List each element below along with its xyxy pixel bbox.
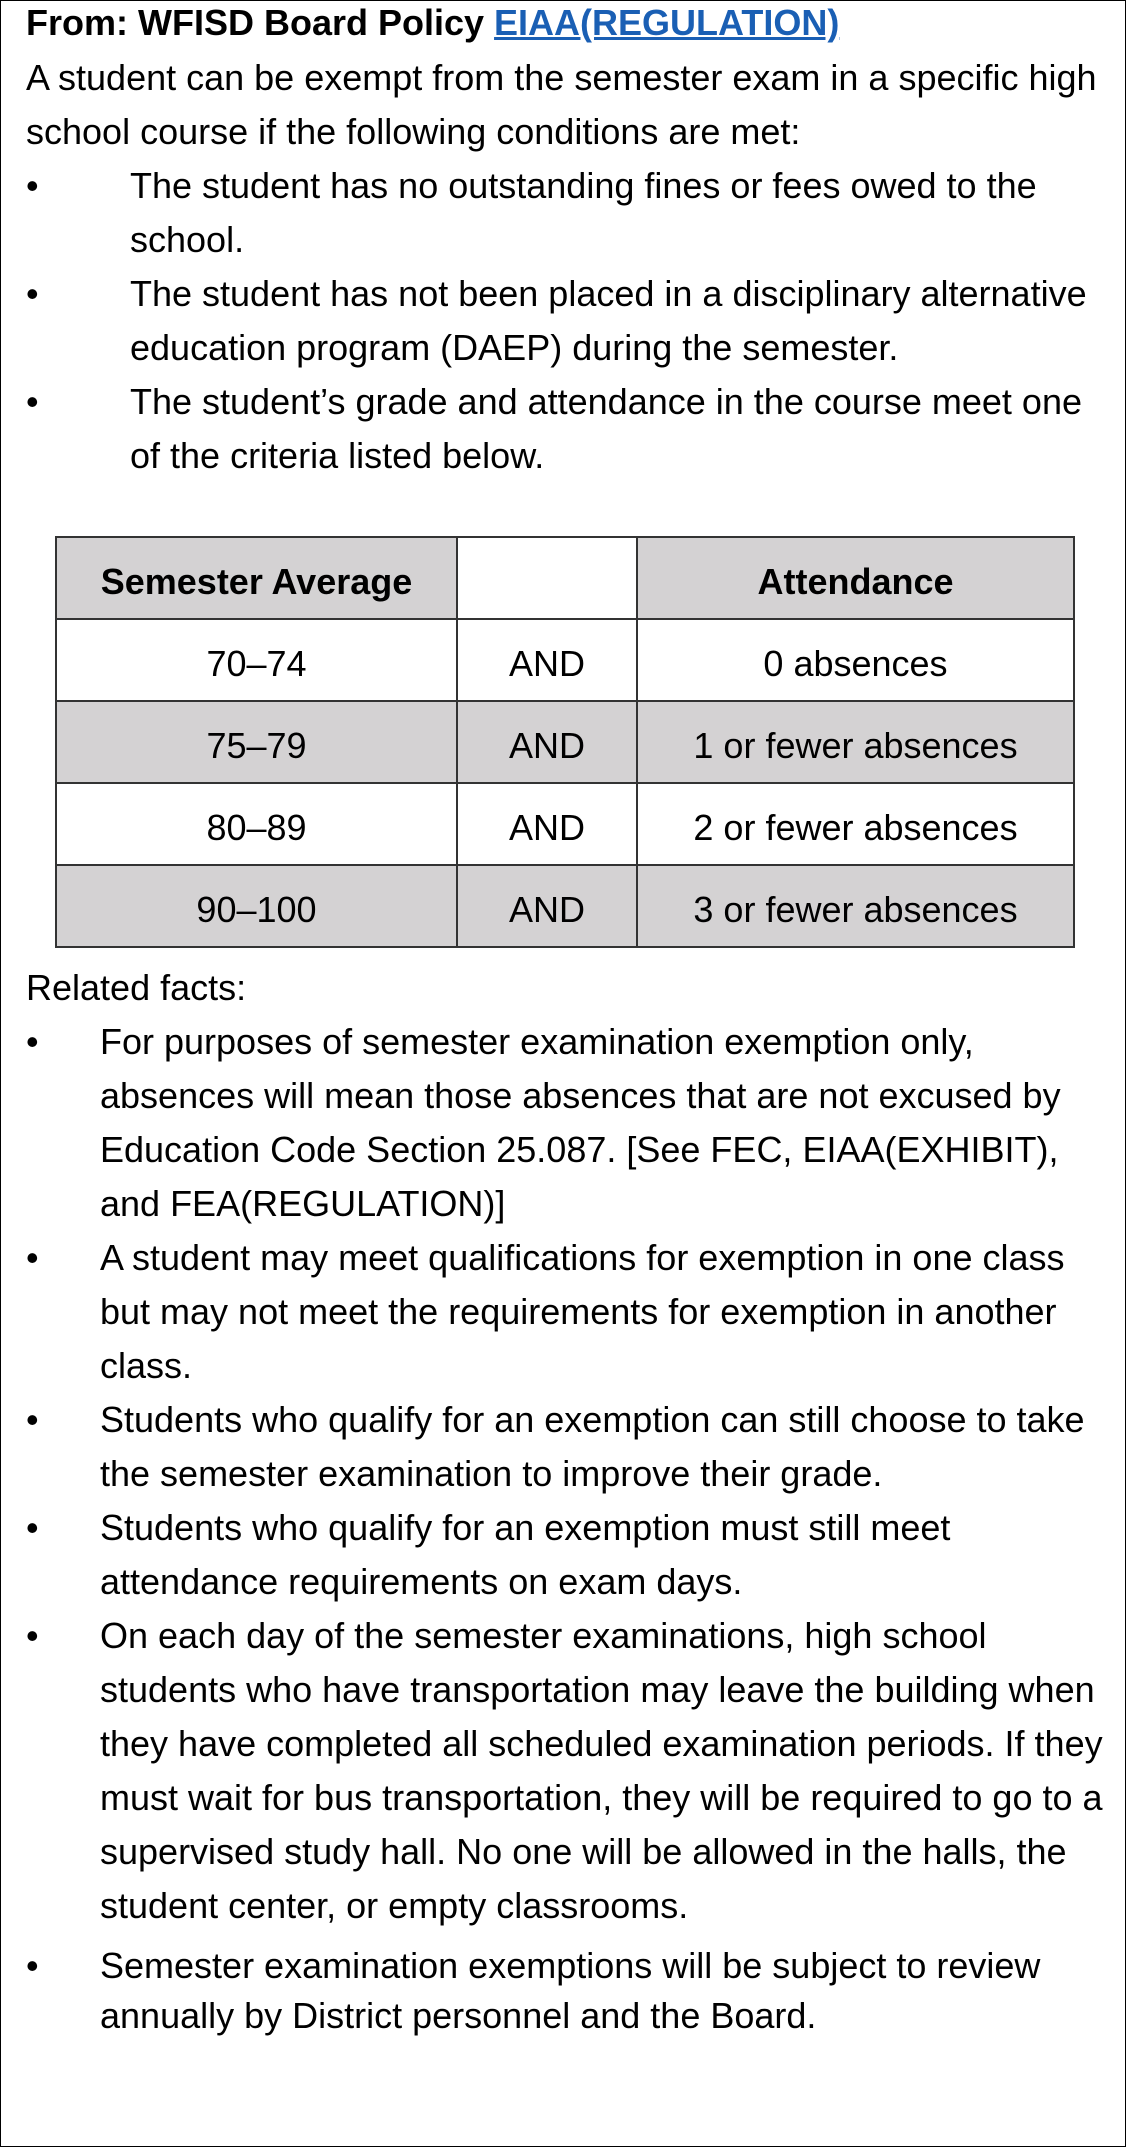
list-item: [26, 375, 1106, 483]
fact-text: Semester examination exemptions will be subject to review annually by District personnel and the Board.: [100, 1945, 1041, 2036]
list-item: [26, 1393, 1116, 1501]
list-item: [26, 159, 1106, 267]
joiner-cell: AND: [457, 783, 637, 865]
related-facts-heading: Related facts:: [26, 967, 247, 1008]
table-row: [56, 701, 1074, 783]
table-row: [56, 783, 1074, 865]
bullet-icon: •: [26, 1615, 39, 1656]
fact-text: For purposes of semester examination exemption only, absences will mean those absences that are not excused by Education Code Section 25.087. [See FEC, EIAA(EXHIBIT), and FEA(REGULATION)]: [100, 1021, 1061, 1224]
list-item: [26, 1231, 1116, 1393]
average-cell: 70–74: [56, 619, 457, 701]
bullet-icon: •: [26, 381, 39, 422]
joiner-cell: AND: [457, 619, 637, 701]
bullet-icon: •: [26, 1021, 39, 1062]
average-cell: 90–100: [56, 865, 457, 947]
intro-paragraph: A student can be exempt from the semester exam in a specific high school course if the following conditions are met:: [26, 57, 1097, 152]
attendance-cell: 1 or fewer absences: [637, 701, 1074, 783]
fact-text: A student may meet qualifications for exemption in one class but may not meet the requirements for exemption in another class.: [100, 1237, 1065, 1386]
bullet-icon: •: [26, 1945, 39, 1986]
column-header-average: Semester Average: [56, 537, 457, 619]
attendance-cell: 0 absences: [637, 619, 1074, 701]
column-header-attendance: Attendance: [637, 537, 1074, 619]
policy-link[interactable]: EIAA(REGULATION): [494, 2, 840, 43]
attendance-cell: 2 or fewer absences: [637, 783, 1074, 865]
table-row: [56, 619, 1074, 701]
joiner-cell: AND: [457, 865, 637, 947]
bullet-icon: •: [26, 1237, 39, 1278]
list-item: [26, 1501, 1116, 1609]
source-prefix: From: WFISD Board Policy: [26, 2, 495, 43]
list-item: [26, 1609, 1116, 1933]
joiner-cell: AND: [457, 701, 637, 783]
column-header-blank: [457, 537, 637, 619]
bullet-icon: •: [26, 1507, 39, 1548]
bullet-icon: •: [26, 273, 39, 314]
fact-text: On each day of the semester examinations, high school students who have transportation may leave the building when they have completed all scheduled examination periods. If they must wait for bus transportation, they will be required to go to a supervised study hall. No one will be allowed in the halls, the student center, or empty classrooms.: [100, 1615, 1103, 1926]
criteria-table: [55, 536, 1073, 930]
list-item: [26, 1015, 1116, 1231]
table-header-row: [56, 537, 1074, 619]
condition-text: The student’s grade and attendance in the course meet one of the criteria listed below.: [130, 381, 1082, 476]
average-cell: 75–79: [56, 701, 457, 783]
attendance-cell: 3 or fewer absences: [637, 865, 1074, 947]
bullet-icon: •: [26, 165, 39, 206]
average-cell: 80–89: [56, 783, 457, 865]
table-row: [56, 865, 1074, 947]
condition-text: The student has not been placed in a disciplinary alternative education program (DAEP) during the semester.: [130, 273, 1087, 368]
bullet-icon: •: [26, 1399, 39, 1440]
condition-text: The student has no outstanding fines or fees owed to the school.: [130, 165, 1037, 260]
related-facts-list: [26, 1015, 1116, 2041]
fact-text: Students who qualify for an exemption can still choose to take the semester examination to improve their grade.: [100, 1399, 1085, 1494]
conditions-list: [26, 159, 1106, 483]
source-line: [26, 1, 839, 45]
fact-text: Students who qualify for an exemption must still meet attendance requirements on exam days.: [100, 1507, 951, 1602]
list-item: [26, 1941, 1116, 2041]
list-item: [26, 267, 1106, 375]
